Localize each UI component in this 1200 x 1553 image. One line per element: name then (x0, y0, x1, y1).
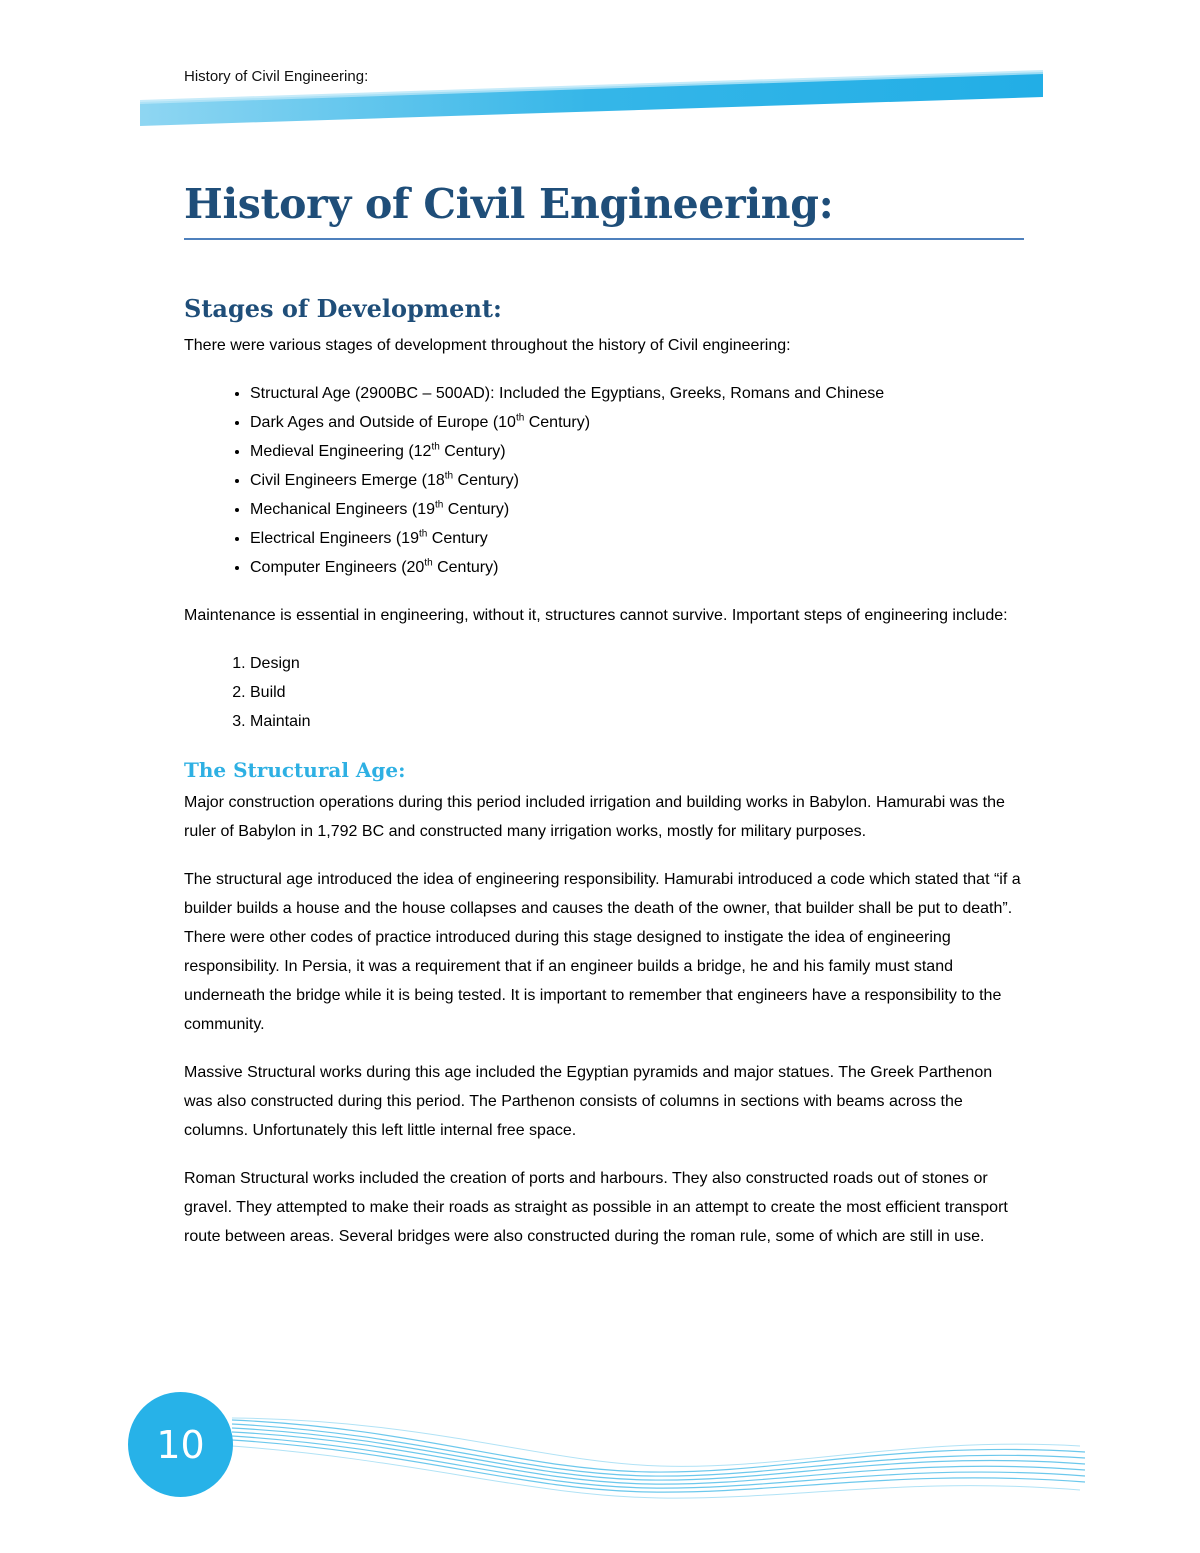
bullet-item: • Structural Age (2900BC – 500AD): Included the Egyptians, Greeks, Romans and Chinese (250, 379, 1024, 408)
structural-age-paragraph: Roman Structural works included the creation of ports and harbours. They also constructed roads out of stones or gravel. They attempted to make their roads as straight as possible in an attempt to create the most efficient transport route between areas. Several bridges were also constructed during the roman rule, some of which are still in use. (184, 1170, 1008, 1245)
bullet-item: • Computer Engineers (20th Century) (250, 553, 1024, 582)
heading-stages-of-development: Stages of Development: (184, 294, 502, 323)
running-header: History of Civil Engineering: (184, 68, 369, 85)
step-item: 2. Build (250, 678, 1024, 707)
page-number-badge: 10 (128, 1392, 233, 1497)
bullet-item: • Medieval Engineering (12th Century) (250, 437, 1024, 466)
bullet-item: • Mechanical Engineers (19th Century) (250, 495, 1024, 524)
step-item: 1. Design (250, 649, 1024, 678)
structural-age-paragraph: Massive Structural works during this age included the Egyptian pyramids and major statues. The Greek Parthenon was also constructed during this period. The Parthenon consists of columns in sections with beams across the columns. Unfortunately this left little internal free space. (184, 1064, 993, 1139)
heading-structural-age: The Structural Age: (184, 758, 406, 782)
structural-age-paragraph: Major construction operations during this period included irrigation and building works in Babylon. Hamurabi was the ruler of Babylon in 1,792 BC and constructed many irrigation works, mostly for military purposes. (184, 794, 1005, 840)
maintenance-paragraph: Maintenance is essential in engineering, without it, structures cannot survive. Important steps of engineering include: (184, 607, 1008, 624)
step-item: 3. Maintain (250, 707, 1024, 736)
bullet-item: • Civil Engineers Emerge (18th Century) (250, 466, 1024, 495)
bullet-item: • Dark Ages and Outside of Europe (10th Century) (250, 408, 1024, 437)
document-title: History of Civil Engineering: (184, 180, 1024, 240)
structural-age-paragraph: The structural age introduced the idea of engineering responsibility. Hamurabi introduced a code which stated that “if a builder builds a house and the house collapses and causes the death of the owner, that builder shall be put to death”. There were other codes of practice introduced during this stage designed to instigate the idea of engineering responsibility. In Persia, it was a requirement that if an engineer builds a bridge, he and his family must stand underneath the bridge while it is being tested. It is important to remember that engineers have a responsibility to the community. (184, 871, 1021, 1033)
stages-intro-paragraph: There were various stages of development throughout the history of Civil engineering: (184, 337, 791, 354)
bullet-item: • Electrical Engineers (19th Century (250, 524, 1024, 553)
